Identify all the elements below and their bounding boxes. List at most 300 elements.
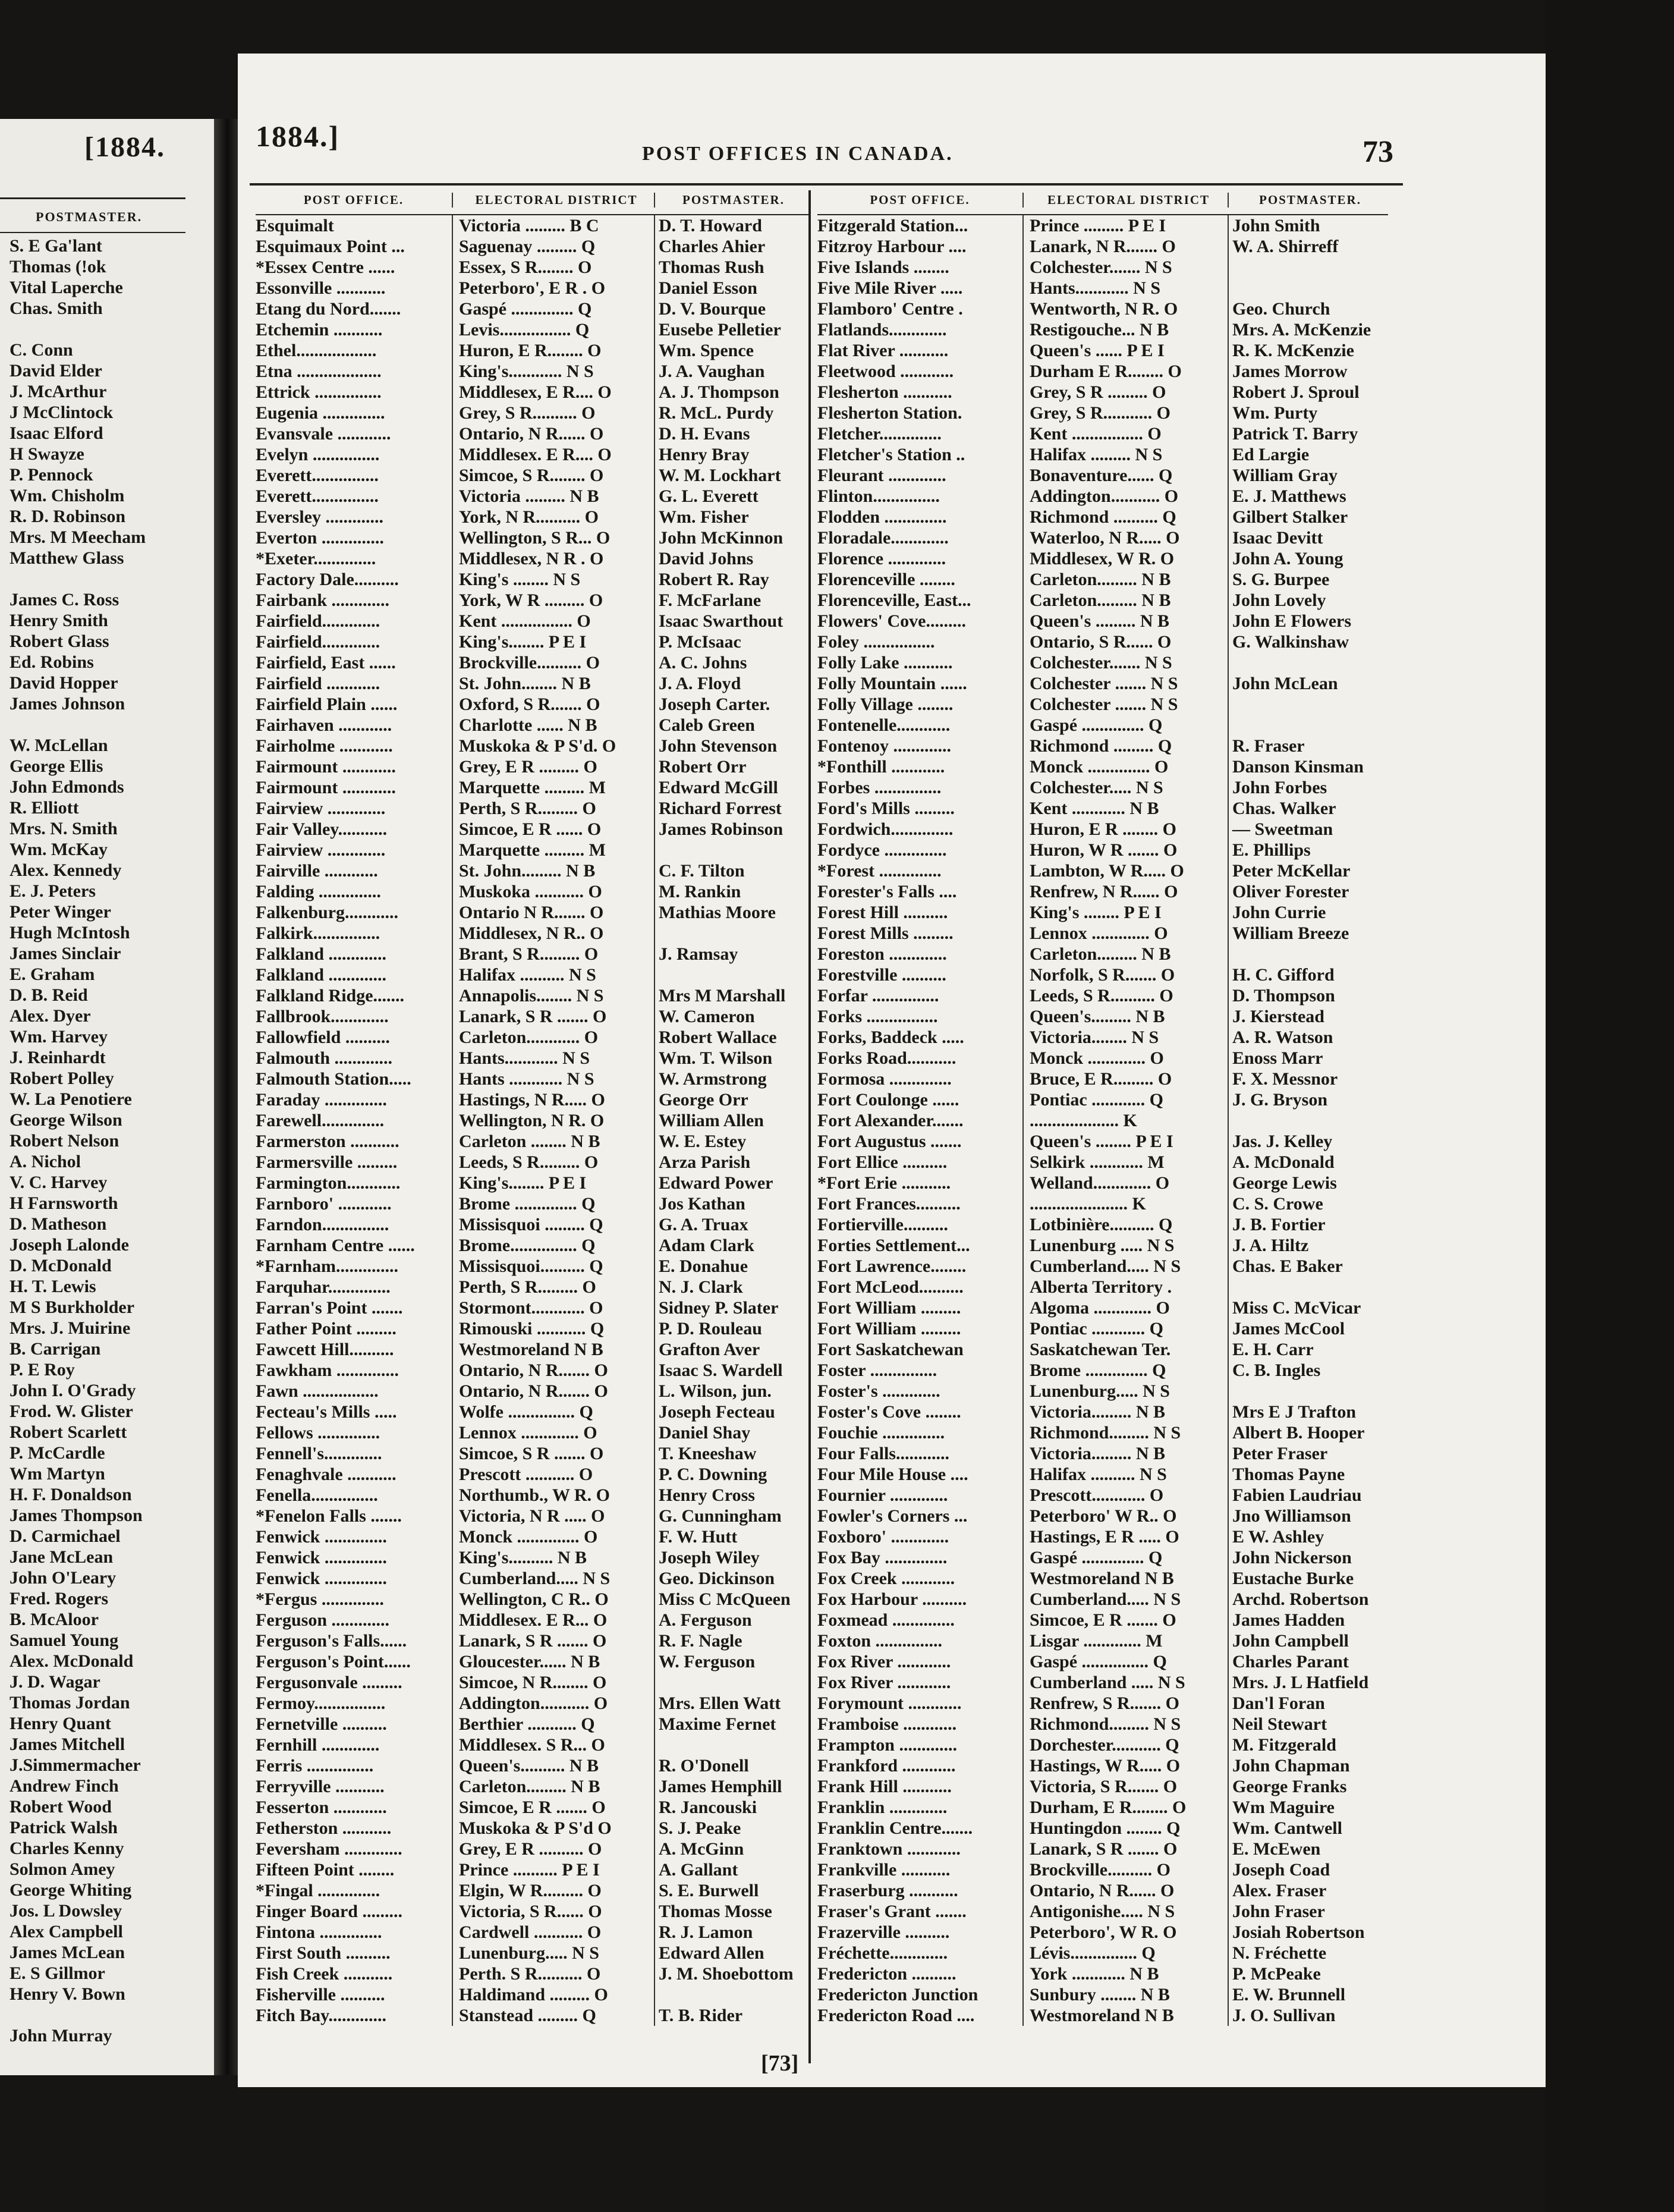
post-office-cell: Factory Dale.......... bbox=[256, 570, 399, 589]
electoral-district-cell: Lotbinière.......... Q bbox=[1022, 1214, 1228, 1235]
postmaster-cell: Charles Ahier bbox=[654, 236, 808, 257]
postmaster-cell: Mrs M Marshall bbox=[654, 985, 808, 1006]
table-row bbox=[256, 1297, 808, 1318]
electoral-district-cell: Marquette ......... M bbox=[452, 777, 654, 798]
postmaster-entry: James Johnson bbox=[10, 694, 125, 714]
table-row bbox=[817, 902, 1388, 923]
table-row bbox=[817, 1880, 1388, 1901]
post-office-cell: Fisherville .......... bbox=[256, 1985, 385, 2004]
table-row bbox=[817, 361, 1388, 382]
table-row bbox=[817, 1110, 1388, 1131]
post-office-cell: Fox River ............ bbox=[817, 1673, 951, 1692]
electoral-district-cell: Ontario, N R...... O bbox=[1022, 1880, 1228, 1901]
electoral-district-cell: Carleton............ O bbox=[452, 1027, 654, 1048]
postmaster-cell: Wm. Fisher bbox=[654, 507, 808, 527]
electoral-district-cell: Huron, W R ....... O bbox=[1022, 840, 1228, 860]
table-row bbox=[817, 1568, 1388, 1589]
post-office-cell: Forest Hill .......... bbox=[817, 903, 948, 922]
electoral-district-cell: Hastings, E R ..... O bbox=[1022, 1526, 1228, 1547]
table-row bbox=[256, 1630, 808, 1651]
postmaster-cell: Wm. Purty bbox=[1228, 403, 1388, 423]
postmaster-entry: David Hopper bbox=[10, 673, 118, 693]
postmaster-entry: Alex. McDonald bbox=[10, 1651, 134, 1671]
electoral-district-cell: Renfrew, N R...... O bbox=[1022, 881, 1228, 902]
electoral-district-cell: Wellington, C R.. O bbox=[452, 1589, 654, 1610]
postmaster-entry: Wm. Chisholm bbox=[10, 486, 125, 505]
electoral-district-cell: Lennox ............. O bbox=[1022, 923, 1228, 944]
post-office-cell: Fermoy................ bbox=[256, 1693, 386, 1713]
electoral-district-cell: Colchester....... N S bbox=[1022, 257, 1228, 278]
table-row bbox=[256, 299, 808, 319]
post-office-cell: Fenaghvale ........... bbox=[256, 1465, 397, 1484]
electoral-district-cell: Durham E R........ O bbox=[1022, 361, 1228, 382]
postmaster-entry: C. Conn bbox=[10, 340, 73, 360]
electoral-district-cell: Wellington, S R... O bbox=[452, 527, 654, 548]
postmaster-cell: Dan'l Foran bbox=[1228, 1693, 1388, 1714]
postmaster-cell: Thomas Mosse bbox=[654, 1901, 808, 1922]
table-row bbox=[256, 1589, 808, 1610]
table-row bbox=[256, 611, 808, 631]
postmaster-cell: Ed Largie bbox=[1228, 444, 1388, 465]
table-row bbox=[256, 631, 808, 652]
post-office-cell: Fordyce .............. bbox=[817, 840, 947, 860]
postmaster-cell bbox=[654, 923, 808, 944]
electoral-district-cell: Victoria ......... B C bbox=[452, 215, 654, 236]
electoral-district-cell: Stanstead ......... Q bbox=[452, 2005, 654, 2026]
post-office-cell: Franklin Centre....... bbox=[817, 1818, 973, 1838]
postmaster-entry: Alex. Dyer bbox=[10, 1006, 91, 1026]
electoral-district-cell: Westmoreland N B bbox=[1022, 2005, 1228, 2026]
postmaster-entry: James C. Ross bbox=[10, 590, 119, 609]
electoral-district-cell: Brome............... Q bbox=[452, 1235, 654, 1256]
table-row bbox=[817, 1859, 1388, 1880]
table-row bbox=[817, 1485, 1388, 1506]
table-row bbox=[817, 1610, 1388, 1630]
table-row bbox=[256, 1735, 808, 1755]
electoral-district-cell: Levis................ Q bbox=[452, 319, 654, 340]
table-row bbox=[256, 590, 808, 611]
postmaster-cell: Eustache Burke bbox=[1228, 1568, 1388, 1589]
postmaster-entry: W. La Penotiere bbox=[10, 1089, 132, 1109]
postmaster-cell: Arza Parish bbox=[654, 1152, 808, 1173]
postmaster-entry bbox=[10, 2004, 206, 2025]
table-row bbox=[817, 1360, 1388, 1381]
table-row bbox=[817, 1755, 1388, 1776]
post-office-cell: Flowers' Cove......... bbox=[817, 611, 966, 631]
postmaster-entry: R. Elliott bbox=[10, 798, 79, 818]
postmaster-cell: Peter Fraser bbox=[1228, 1443, 1388, 1464]
post-office-cell: Fort McLeod.......... bbox=[817, 1277, 964, 1297]
postmaster-cell: James Robinson bbox=[654, 819, 808, 840]
table-row bbox=[256, 1131, 808, 1152]
postmaster-entry bbox=[10, 568, 206, 589]
electoral-district-cell: Victoria......... N B bbox=[1022, 1443, 1228, 1464]
electoral-district-cell: Muskoka & P S'd. O bbox=[452, 736, 654, 756]
post-office-cell: Fergusonvale ......... bbox=[256, 1673, 402, 1692]
table-row bbox=[256, 1402, 808, 1422]
post-office-cell: Evansvale ............ bbox=[256, 424, 391, 444]
postmaster-cell: G. Walkinshaw bbox=[1228, 631, 1388, 652]
post-office-cell: Frampton ............. bbox=[817, 1735, 957, 1755]
electoral-district-cell: Renfrew, S R....... O bbox=[1022, 1693, 1228, 1714]
postmaster-entry: Mrs. M Meecham bbox=[10, 527, 146, 547]
post-office-cell: *Fergus .............. bbox=[256, 1589, 384, 1609]
header-rule bbox=[0, 232, 185, 233]
postmaster-entry: Wm. Harvey bbox=[10, 1027, 108, 1047]
postmaster-cell: S. G. Burpee bbox=[1228, 569, 1388, 590]
post-office-cell: Falding .............. bbox=[256, 882, 381, 901]
post-office-cell: Fort Lawrence........ bbox=[817, 1256, 967, 1276]
postmaster-entry: Mrs. N. Smith bbox=[10, 819, 118, 838]
post-office-cell: Fleurant ............. bbox=[817, 466, 946, 485]
post-office-cell: Fesserton ............ bbox=[256, 1798, 387, 1817]
postmaster-cell: F. W. Hutt bbox=[654, 1526, 808, 1547]
post-office-cell: Farmersville ......... bbox=[256, 1152, 398, 1172]
electoral-district-cell: Colchester..... N S bbox=[1022, 777, 1228, 798]
post-office-cell: Ettrick ............... bbox=[256, 382, 382, 402]
table-row bbox=[256, 1818, 808, 1839]
electoral-district-cell: St. John......... N B bbox=[452, 860, 654, 881]
right-page bbox=[238, 54, 1546, 2087]
electoral-district-cell: Halifax .......... N S bbox=[1022, 1464, 1228, 1485]
electoral-district-cell: Lambton, W R..... O bbox=[1022, 860, 1228, 881]
table-row bbox=[817, 340, 1388, 361]
postmaster-cell: George Franks bbox=[1228, 1776, 1388, 1797]
table-row bbox=[817, 278, 1388, 299]
header-electoral-district: ELECTORAL DISTRICT bbox=[1022, 193, 1228, 208]
electoral-district-cell: Simcoe, E R ....... O bbox=[1022, 1610, 1228, 1630]
post-office-cell: Forbes ............... bbox=[817, 778, 942, 797]
postmaster-cell: Alex. Fraser bbox=[1228, 1880, 1388, 1901]
postmaster-cell: John Chapman bbox=[1228, 1755, 1388, 1776]
post-office-cell: Farmerston ........... bbox=[256, 1132, 399, 1151]
postmaster-cell: Isaac Devitt bbox=[1228, 527, 1388, 548]
post-office-cell: Foreston ............. bbox=[817, 944, 947, 964]
table-row bbox=[817, 1735, 1388, 1755]
electoral-district-cell: Lanark, S R ....... O bbox=[452, 1630, 654, 1651]
table-row bbox=[256, 1859, 808, 1880]
postmaster-cell: Isaac S. Wardell bbox=[654, 1360, 808, 1381]
postmaster-cell: D. H. Evans bbox=[654, 423, 808, 444]
electoral-district-cell: Monck .............. O bbox=[452, 1526, 654, 1547]
entries-list bbox=[817, 215, 1388, 2026]
table-row bbox=[256, 236, 808, 257]
electoral-district-cell: Hastings, N R..... O bbox=[452, 1089, 654, 1110]
electoral-district-cell: Gaspé .............. Q bbox=[1022, 715, 1228, 736]
table-row bbox=[817, 1318, 1388, 1339]
table-row bbox=[256, 340, 808, 361]
electoral-district-cell: Grey, S R........... O bbox=[1022, 403, 1228, 423]
postmaster-cell bbox=[1228, 1277, 1388, 1297]
postmaster-cell: E. McEwen bbox=[1228, 1839, 1388, 1859]
post-office-cell: Florenceville, East... bbox=[817, 590, 971, 610]
postmaster-cell: Edward Power bbox=[654, 1173, 808, 1193]
electoral-district-cell: Richmond ......... Q bbox=[1022, 736, 1228, 756]
table-row bbox=[817, 444, 1388, 465]
postmaster-cell: — Sweetman bbox=[1228, 819, 1388, 840]
postmaster-entry: Thomas Jordan bbox=[10, 1693, 130, 1713]
table-row bbox=[817, 1672, 1388, 1693]
table-row bbox=[817, 923, 1388, 944]
post-office-cell: Forks, Baddeck ..... bbox=[817, 1028, 964, 1047]
post-office-cell: Farewell.............. bbox=[256, 1111, 385, 1130]
electoral-district-cell: Stormont............ O bbox=[452, 1297, 654, 1318]
header-rule bbox=[0, 197, 185, 199]
electoral-district-cell: Missisquoi.......... Q bbox=[452, 1256, 654, 1277]
postmaster-cell: E. Phillips bbox=[1228, 840, 1388, 860]
post-office-cell: Five Islands ........ bbox=[817, 257, 949, 277]
postmaster-entry: Peter Winger bbox=[10, 902, 111, 922]
post-office-cell: Falkland Ridge....... bbox=[256, 986, 405, 1006]
electoral-district-cell: Peterboro', W R. O bbox=[1022, 1922, 1228, 1943]
table-row bbox=[256, 715, 808, 736]
electoral-district-cell: Halifax ......... N S bbox=[1022, 444, 1228, 465]
table-row bbox=[817, 1839, 1388, 1859]
table-row bbox=[817, 319, 1388, 340]
electoral-district-cell: Pontiac ............ Q bbox=[1022, 1089, 1228, 1110]
post-office-cell: Fawn ................. bbox=[256, 1381, 379, 1401]
electoral-district-cell: Gaspé .............. Q bbox=[452, 299, 654, 319]
table-row bbox=[817, 403, 1388, 423]
electoral-district-cell: Gaspé .............. Q bbox=[1022, 1547, 1228, 1568]
table-row bbox=[256, 1235, 808, 1256]
postmaster-cell: Wm. T. Wilson bbox=[654, 1048, 808, 1069]
electoral-district-cell: Carleton......... N B bbox=[1022, 590, 1228, 611]
post-office-cell: Fintona .............. bbox=[256, 1922, 382, 1942]
electoral-district-cell: King's ........ N S bbox=[452, 569, 654, 590]
postmaster-entry: S. E Ga'lant bbox=[10, 236, 102, 256]
post-office-cell: Etna ................... bbox=[256, 362, 382, 381]
post-office-cell: Evelyn ............... bbox=[256, 445, 380, 464]
header-postmaster: POSTMASTER. bbox=[1228, 193, 1388, 208]
electoral-district-cell: Grey, E R .......... O bbox=[452, 1839, 654, 1859]
postmaster-entry: J. D. Wagar bbox=[10, 1672, 100, 1692]
electoral-district-cell: Elgin, W R......... O bbox=[452, 1880, 654, 1901]
post-office-cell: Fontenoy ............. bbox=[817, 736, 951, 756]
post-office-cell: Florenceville ........ bbox=[817, 570, 955, 589]
electoral-district-cell: .................... K bbox=[1022, 1110, 1228, 1131]
table-row bbox=[256, 278, 808, 299]
electoral-district-cell: Simcoe, N R........ O bbox=[452, 1672, 654, 1693]
postmaster-entry: V. C. Harvey bbox=[10, 1173, 108, 1192]
postmaster-cell: S. E. Burwell bbox=[654, 1880, 808, 1901]
postmaster-cell bbox=[1228, 1381, 1388, 1402]
post-office-cell: Foxton ............... bbox=[817, 1631, 942, 1651]
post-office-cell: Fennell's............. bbox=[256, 1444, 382, 1463]
postmaster-cell bbox=[654, 1735, 808, 1755]
post-office-cell: Forks Road........... bbox=[817, 1048, 956, 1068]
electoral-district-cell: Missisquoi ......... Q bbox=[452, 1214, 654, 1235]
electoral-district-cell: Cumberland..... N S bbox=[1022, 1256, 1228, 1277]
post-office-cell: Fort William ......... bbox=[817, 1319, 961, 1338]
electoral-district-cell: St. John........ N B bbox=[452, 673, 654, 694]
table-row bbox=[256, 1547, 808, 1568]
table-row bbox=[817, 1027, 1388, 1048]
table-row bbox=[817, 1048, 1388, 1069]
postmaster-cell: R. O'Donell bbox=[654, 1755, 808, 1776]
table-row bbox=[817, 673, 1388, 694]
electoral-district-cell: Hants............ N S bbox=[452, 1048, 654, 1069]
electoral-district-cell: Durham, E R........ O bbox=[1022, 1797, 1228, 1818]
table-row bbox=[256, 486, 808, 507]
electoral-district-cell: Brockville.......... O bbox=[1022, 1859, 1228, 1880]
postmaster-entry: H. T. Lewis bbox=[10, 1277, 96, 1296]
postmaster-entry: B. Carrigan bbox=[10, 1339, 101, 1359]
post-office-cell: Fredericton .......... bbox=[817, 1964, 956, 1984]
post-office-cell: Fleetwood ............ bbox=[817, 362, 954, 381]
post-office-cell: Four Falls............ bbox=[817, 1444, 949, 1463]
electoral-district-cell: Muskoka ........... O bbox=[452, 881, 654, 902]
table-row bbox=[256, 1568, 808, 1589]
postmaster-cell: Charles Parant bbox=[1228, 1651, 1388, 1672]
postmaster-cell: Chas. Walker bbox=[1228, 798, 1388, 819]
electoral-district-cell: Waterloo, N R..... O bbox=[1022, 527, 1228, 548]
postmaster-entry: James Thompson bbox=[10, 1506, 143, 1525]
postmaster-cell: John McKinnon bbox=[654, 527, 808, 548]
electoral-district-cell: Muskoka & P S'd O bbox=[452, 1818, 654, 1839]
electoral-district-cell: Dorchester........... Q bbox=[1022, 1735, 1228, 1755]
column-group-2 bbox=[817, 186, 1388, 2026]
postmaster-cell: A. McGinn bbox=[654, 1839, 808, 1859]
postmaster-cell: D. Thompson bbox=[1228, 985, 1388, 1006]
post-office-cell: Framboise ............ bbox=[817, 1714, 957, 1734]
table-row bbox=[256, 1797, 808, 1818]
postmaster-cell: James Hadden bbox=[1228, 1610, 1388, 1630]
post-office-cell: *Fingal .............. bbox=[256, 1881, 380, 1900]
post-office-cell: Foxmead .............. bbox=[817, 1610, 955, 1630]
post-office-cell: Floradale............. bbox=[817, 528, 949, 548]
post-office-cell: Eversley ............. bbox=[256, 507, 383, 527]
postmaster-cell: C. S. Crowe bbox=[1228, 1193, 1388, 1214]
postmaster-cell: G. A. Truax bbox=[654, 1214, 808, 1235]
electoral-district-cell: York ............ N B bbox=[1022, 1963, 1228, 1984]
electoral-district-cell: Bruce, E R......... O bbox=[1022, 1069, 1228, 1089]
electoral-district-cell: Welland............. O bbox=[1022, 1173, 1228, 1193]
post-office-cell: Etang du Nord....... bbox=[256, 299, 401, 319]
table-row bbox=[817, 569, 1388, 590]
postmaster-cell: Geo. Dickinson bbox=[654, 1568, 808, 1589]
postmaster-cell: Miss C McQueen bbox=[654, 1589, 808, 1610]
table-row bbox=[256, 1506, 808, 1526]
electoral-district-cell: Selkirk ............ M bbox=[1022, 1152, 1228, 1173]
postmaster-entry: Solmon Amey bbox=[10, 1859, 115, 1879]
header-post-office: POST OFFICE. bbox=[870, 192, 970, 207]
postmaster-cell: E W. Ashley bbox=[1228, 1526, 1388, 1547]
electoral-district-cell: Lévis............... Q bbox=[1022, 1943, 1228, 1963]
post-office-cell: Folly Mountain ...... bbox=[817, 674, 967, 693]
electoral-district-cell: Perth. S R.......... O bbox=[452, 1963, 654, 1984]
table-row bbox=[817, 736, 1388, 756]
post-office-cell: Fawcett Hill.......... bbox=[256, 1340, 394, 1359]
electoral-district-cell: Grey, E R ......... O bbox=[452, 756, 654, 777]
post-office-cell: Foster ............... bbox=[817, 1360, 937, 1380]
postmaster-cell: A. McDonald bbox=[1228, 1152, 1388, 1173]
electoral-district-cell: Annapolis........ N S bbox=[452, 985, 654, 1006]
table-row bbox=[256, 964, 808, 985]
electoral-district-cell: Wolfe ............... Q bbox=[452, 1402, 654, 1422]
table-row bbox=[817, 715, 1388, 736]
postmaster-cell: R. K. McKenzie bbox=[1228, 340, 1388, 361]
table-row bbox=[817, 2005, 1388, 2026]
table-row bbox=[817, 1069, 1388, 1089]
electoral-district-cell: Westmoreland N B bbox=[452, 1339, 654, 1360]
post-office-cell: Foley ................ bbox=[817, 632, 935, 652]
postmaster-cell bbox=[1228, 278, 1388, 299]
postmaster-cell: John Smith bbox=[1228, 215, 1388, 236]
page-title: POST OFFICES IN CANADA. bbox=[642, 143, 954, 165]
post-office-cell: Falmouth ............. bbox=[256, 1048, 393, 1068]
postmaster-cell: J. A. Hiltz bbox=[1228, 1235, 1388, 1256]
postmaster-entry: E. J. Peters bbox=[10, 881, 96, 901]
table-row bbox=[817, 507, 1388, 527]
post-office-cell: Frazerville .......... bbox=[817, 1922, 950, 1942]
post-office-cell: Formosa .............. bbox=[817, 1069, 952, 1089]
postmaster-cell bbox=[654, 1984, 808, 2005]
postmaster-cell bbox=[1228, 715, 1388, 736]
electoral-district-cell: Perth, S R......... O bbox=[452, 798, 654, 819]
table-row bbox=[817, 756, 1388, 777]
table-row bbox=[256, 1693, 808, 1714]
postmaster-cell: M. Rankin bbox=[654, 881, 808, 902]
postmaster-entry: Thomas (!ok bbox=[10, 257, 106, 276]
postmaster-cell: F. McFarlane bbox=[654, 590, 808, 611]
post-office-cell: Fowler's Corners ... bbox=[817, 1506, 968, 1526]
postmaster-entry bbox=[10, 319, 206, 340]
post-office-cell: Franktown ............ bbox=[817, 1839, 961, 1859]
postmaster-cell: Daniel Esson bbox=[654, 278, 808, 299]
postmaster-cell: J. Kierstead bbox=[1228, 1006, 1388, 1027]
electoral-district-cell: King's.......... N B bbox=[452, 1547, 654, 1568]
postmaster-cell: John Currie bbox=[1228, 902, 1388, 923]
postmaster-cell bbox=[654, 1672, 808, 1693]
post-office-cell: Ford's Mills ......... bbox=[817, 799, 955, 818]
electoral-district-cell: Carleton......... N B bbox=[1022, 569, 1228, 590]
electoral-district-cell: Simcoe, E R ...... O bbox=[452, 819, 654, 840]
postmaster-entry: George Wilson bbox=[10, 1110, 122, 1130]
table-row bbox=[817, 1173, 1388, 1193]
postmaster-entry: E. S Gillmor bbox=[10, 1963, 105, 1983]
left-postmaster-list bbox=[10, 235, 206, 2046]
postmaster-cell: Robert Wallace bbox=[654, 1027, 808, 1048]
post-office-cell: Falmouth Station..... bbox=[256, 1069, 411, 1089]
postmaster-cell: John Fraser bbox=[1228, 1901, 1388, 1922]
postmaster-cell: James McCool bbox=[1228, 1318, 1388, 1339]
table-row bbox=[256, 507, 808, 527]
post-office-cell: Flatlands............. bbox=[817, 320, 947, 340]
electoral-district-cell: Huntingdon ........ Q bbox=[1022, 1818, 1228, 1839]
post-office-cell: Fallbrook............. bbox=[256, 1007, 389, 1026]
table-row bbox=[256, 944, 808, 964]
post-office-cell: Fort William ......... bbox=[817, 1298, 961, 1318]
postmaster-entry: Alex. Kennedy bbox=[10, 860, 122, 880]
electoral-district-cell: Simcoe, S R........ O bbox=[452, 465, 654, 486]
post-office-cell: Foster's Cove ........ bbox=[817, 1402, 961, 1422]
post-office-cell: First South .......... bbox=[256, 1943, 391, 1963]
post-office-cell: Feversham ............. bbox=[256, 1839, 402, 1859]
postmaster-cell: W. E. Estey bbox=[654, 1131, 808, 1152]
electoral-district-cell: Oxford, S R....... O bbox=[452, 694, 654, 715]
table-row bbox=[817, 1464, 1388, 1485]
table-row bbox=[817, 548, 1388, 569]
postmaster-entry: H Farnsworth bbox=[10, 1193, 118, 1213]
post-office-cell: Fraserburg ........... bbox=[817, 1881, 958, 1900]
electoral-district-cell: Prince .......... P E I bbox=[452, 1859, 654, 1880]
table-row bbox=[256, 673, 808, 694]
postmaster-cell: J. M. Shoebottom bbox=[654, 1963, 808, 1984]
postmaster-cell: James Hemphill bbox=[654, 1776, 808, 1797]
postmaster-cell: E. J. Matthews bbox=[1228, 486, 1388, 507]
postmaster-cell bbox=[1228, 1110, 1388, 1131]
